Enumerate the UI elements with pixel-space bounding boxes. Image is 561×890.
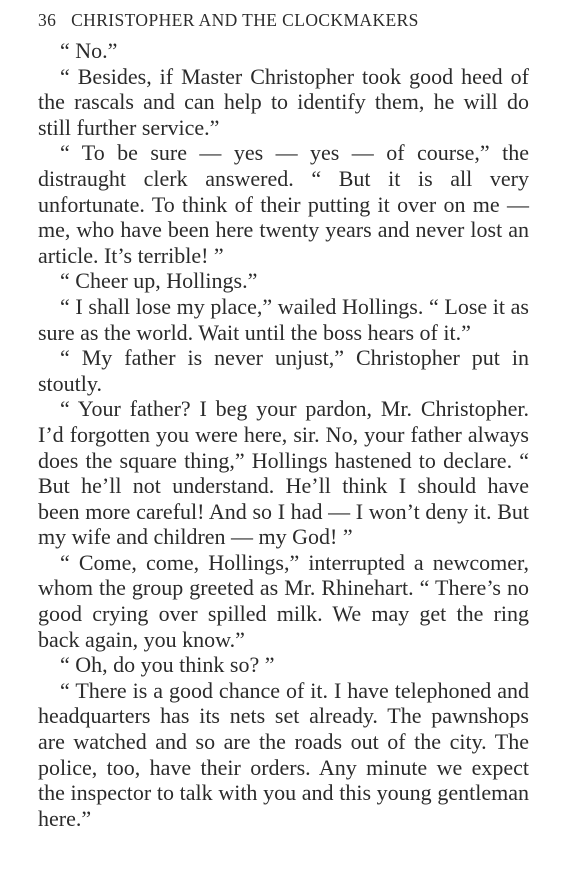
paragraph: “ Come, come, Hollings,” interrupted a newcomer, whom the group greeted as Mr. Rhinehart. “ There’s no good crying over spilled milk. We may get the ring back again, you know.” (38, 549, 529, 652)
paragraph: “ Besides, if Master Christopher took good heed of the rascals and can help to identify them, he will do still further service.” (38, 63, 529, 140)
running-title: CHRISTOPHER AND THE CLOCKMAKERS (71, 10, 419, 30)
paragraph: “ No.” (60, 38, 118, 63)
page-header (38, 10, 508, 31)
paragraph: “ There is a good chance of it. I have telephoned and headquarters has its nets set already. The pawnshops are watched and so are the roads out of the city. The police, too, have their orders. Any minute we expect the inspector to talk with you and this young gentleman here.” (38, 677, 529, 831)
paragraph: “ Cheer up, Hollings.” (60, 268, 258, 294)
body-text (38, 38, 529, 831)
page-number: 36 (38, 10, 57, 30)
paragraph: “ I shall lose my place,” wailed Hollings. “ Lose it as sure as the world. Wait until the boss hears of it.” (38, 293, 529, 345)
paragraph: “ To be sure — yes — yes — of course,” the distraught clerk answered. “ But it is all very unfortunate. To think of their putting it over on me — me, who have been here twenty years and never lost an article. It’s terrible! ” (38, 140, 529, 268)
paragraph: “ My father is never unjust,” Christopher put in stoutly. (38, 345, 529, 396)
paragraph: “ Oh, do you think so? ” (60, 652, 275, 678)
paragraph: “ Your father? I beg your pardon, Mr. Christopher. I’d forgotten you were here, sir. No, your father always does the square thing,” Hollings hastened to declare. “ But he’ll not understand. He’ll think I should have been more careful! And so I had — I won’t deny it. But my wife and children — my God! ” (38, 396, 529, 550)
